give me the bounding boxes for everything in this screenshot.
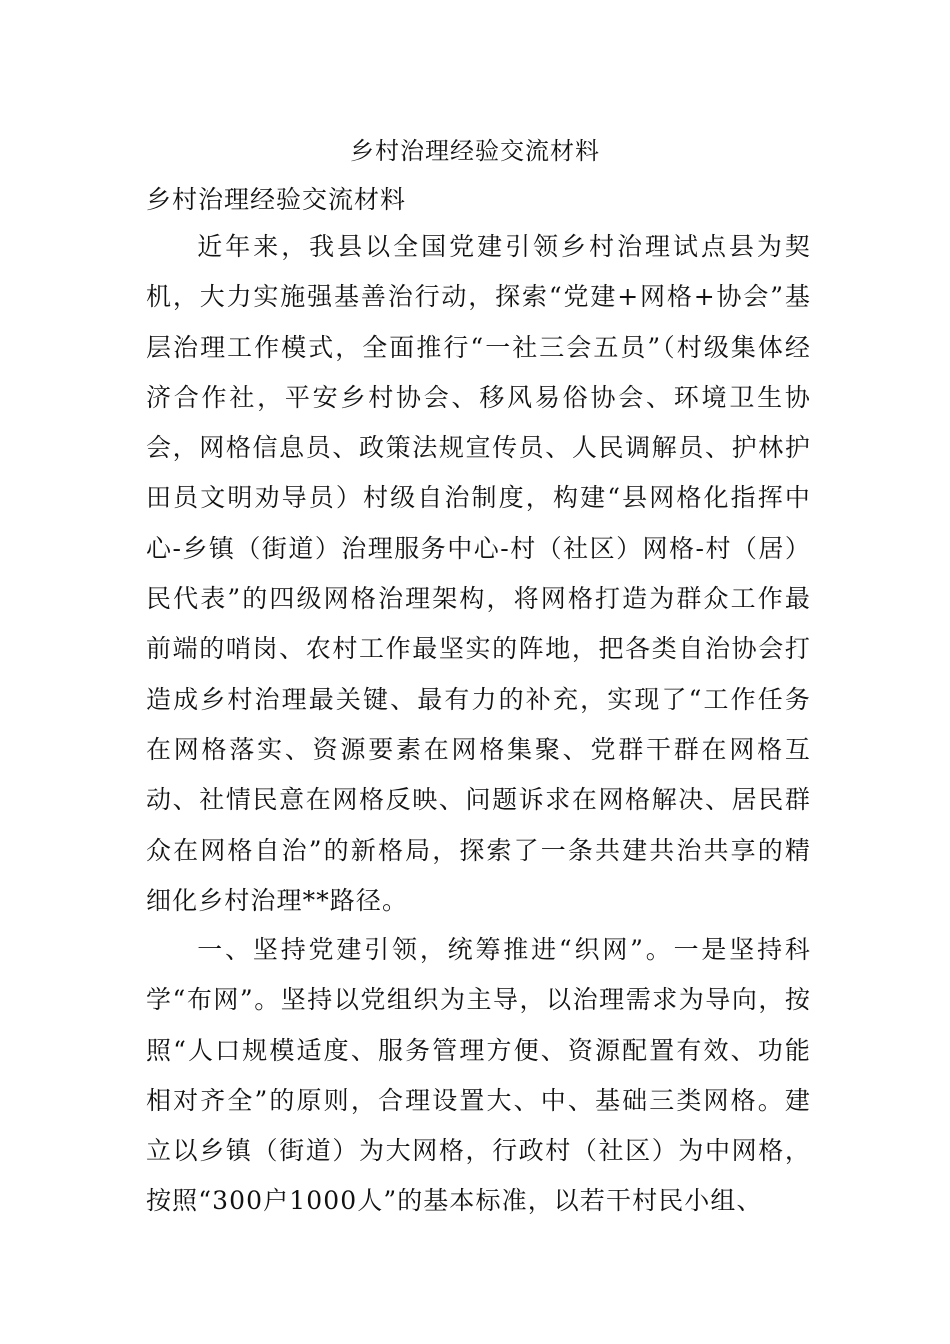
document-title: 乡村治理经验交流材料: [350, 137, 600, 165]
document-subtitle: 乡村治理经验交流材料: [146, 185, 407, 214]
paragraph-section-one: 一、坚持党建引领，统筹推进“织网”。一是坚持科学“布网”。坚持以党组织为主导，以治理需求为导向，按照“人口规模适度、服务管理方便、资源配置有效、功能相对齐全”的原则，合理设置大、中、基础三类网格。建立以乡镇（街道）为大网格，行政村（社区）为中网格，按照“300户1000人”的基本标准，以若干村民小组、: [146, 935, 811, 1216]
paragraph-intro: 近年来，我县以全国党建引领乡村治理试点县为契机，大力实施强基善治行动，探索“党建+网格+协会”基层治理工作模式，全面推行“一社三会五员”（村级集体经济合作社，平安乡村协会、移风易俗协会、环境卫生协会，网格信息员、政策法规宣传员、人民调解员、护林护田员文明劝导员）村级自治制度，构建“县网格化指挥中心-乡镇（街道）治理服务中心-村（社区）网格-村（居）民代表”的四级网格治理架构，将网格打造为群众工作最前端的哨岗、农村工作最坚实的阵地，把各类自治协会打造成乡村治理最关键、最有力的补充，实现了“工作任务在网格落实、资源要素在网格集聚、党群干群在网格互动、社情民意在网格反映、问题诉求在网格解决、居民群众在网格自治”的新格局，探索了一条共建共治共享的精细化乡村治理**路径。: [146, 232, 811, 915]
